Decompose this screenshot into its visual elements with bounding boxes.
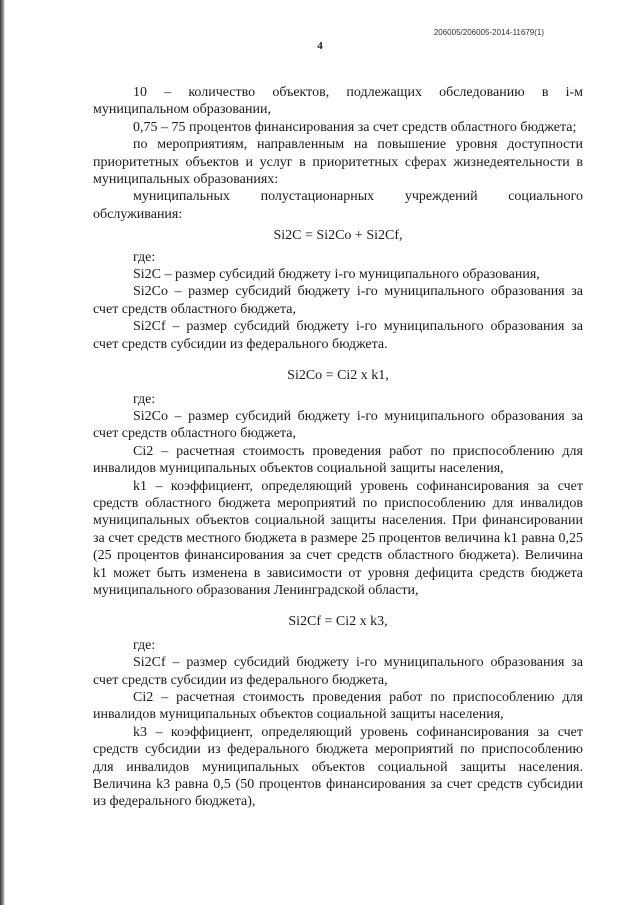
document-id: 206005/206005-2014-11679(1) [433, 28, 544, 37]
document-body [93, 84, 583, 811]
paragraph: 10 – количество объектов, подлежащих обследованию в i-м муниципальном образовании, [93, 85, 583, 118]
paragraph: 0,75 – 75 процентов финансирования за счет средств областного бюджета; [133, 119, 577, 135]
paragraph: Si2Co – размер субсидий бюджету i-го муниципального образования за счет средств областного бюджета, [93, 284, 583, 317]
formula: Si2Cf = Ci2 x k3, [288, 614, 388, 630]
paragraph: Ci2 – расчетная стоимость проведения работ по приспособлению для инвалидов муниципальных объектов социальной защиты населения, [93, 443, 583, 477]
paragraph: k1 – коэффициент, определяющий уровень софинансирования за счет средств областного бюджета мероприятий по приспособлению для инвалидов муниципальных объектов социальной защиты населения. При финансировании за счет средств местного бюджета в размере 25 процентов величина k1 равна 0,25 (25 процентов финансирования за счет средств областного бюджета). Величина k1 может быть изменена в зависимости от уровня дефицита средств бюджета муниципального образования Ленинградской области, [93, 478, 583, 598]
formula: Si2C = Si2Co + Si2Cf, [273, 228, 403, 244]
paragraph: Si2Cf – размер субсидий бюджету i-го муниципального образования за счет средств субсидии из федерального бюджета, [93, 655, 583, 688]
paragraph: Ci2 – расчетная стоимость проведения работ по приспособлению для инвалидов муниципальных объектов социальной защиты населения, [93, 690, 583, 723]
where-label: где: [133, 391, 156, 407]
paragraph: Si2Co – размер субсидий бюджету i-го муниципального образования за счет средств областного бюджета, [93, 408, 583, 442]
where-label: где: [133, 637, 156, 653]
paragraph: k3 – коэффициент, определяющий уровень софинансирования за счет средств субсидии из федерального бюджета мероприятий по приспособлению для инвалидов муниципальных объектов социальной защиты населения. Величина k3 равна 0,5 (50 процентов финансирования за счет средств субсидии из федерального бюджета), [93, 724, 583, 810]
where-label: где: [133, 249, 156, 265]
paragraph: Si2Cf – размер субсидий бюджету i-го муниципального образования за счет средств субсидии из федерального бюджета. [93, 319, 583, 352]
formula: Si2Co = Ci2 x k1, [287, 368, 389, 384]
paragraph: Si2C – размер субсидий бюджету i-го муниципального образования, [133, 267, 540, 283]
page-number: 4 [317, 40, 323, 52]
scan-edge [0, 0, 5, 905]
paragraph: по мероприятиям, направленным на повышение уровня доступности приоритетных объектов и услуг в приоритетных сферах жизнедеятельности в муниципальных образованиях: [93, 137, 583, 188]
paragraph: муниципальных полустационарных учреждений социального обслуживания: [93, 189, 583, 222]
